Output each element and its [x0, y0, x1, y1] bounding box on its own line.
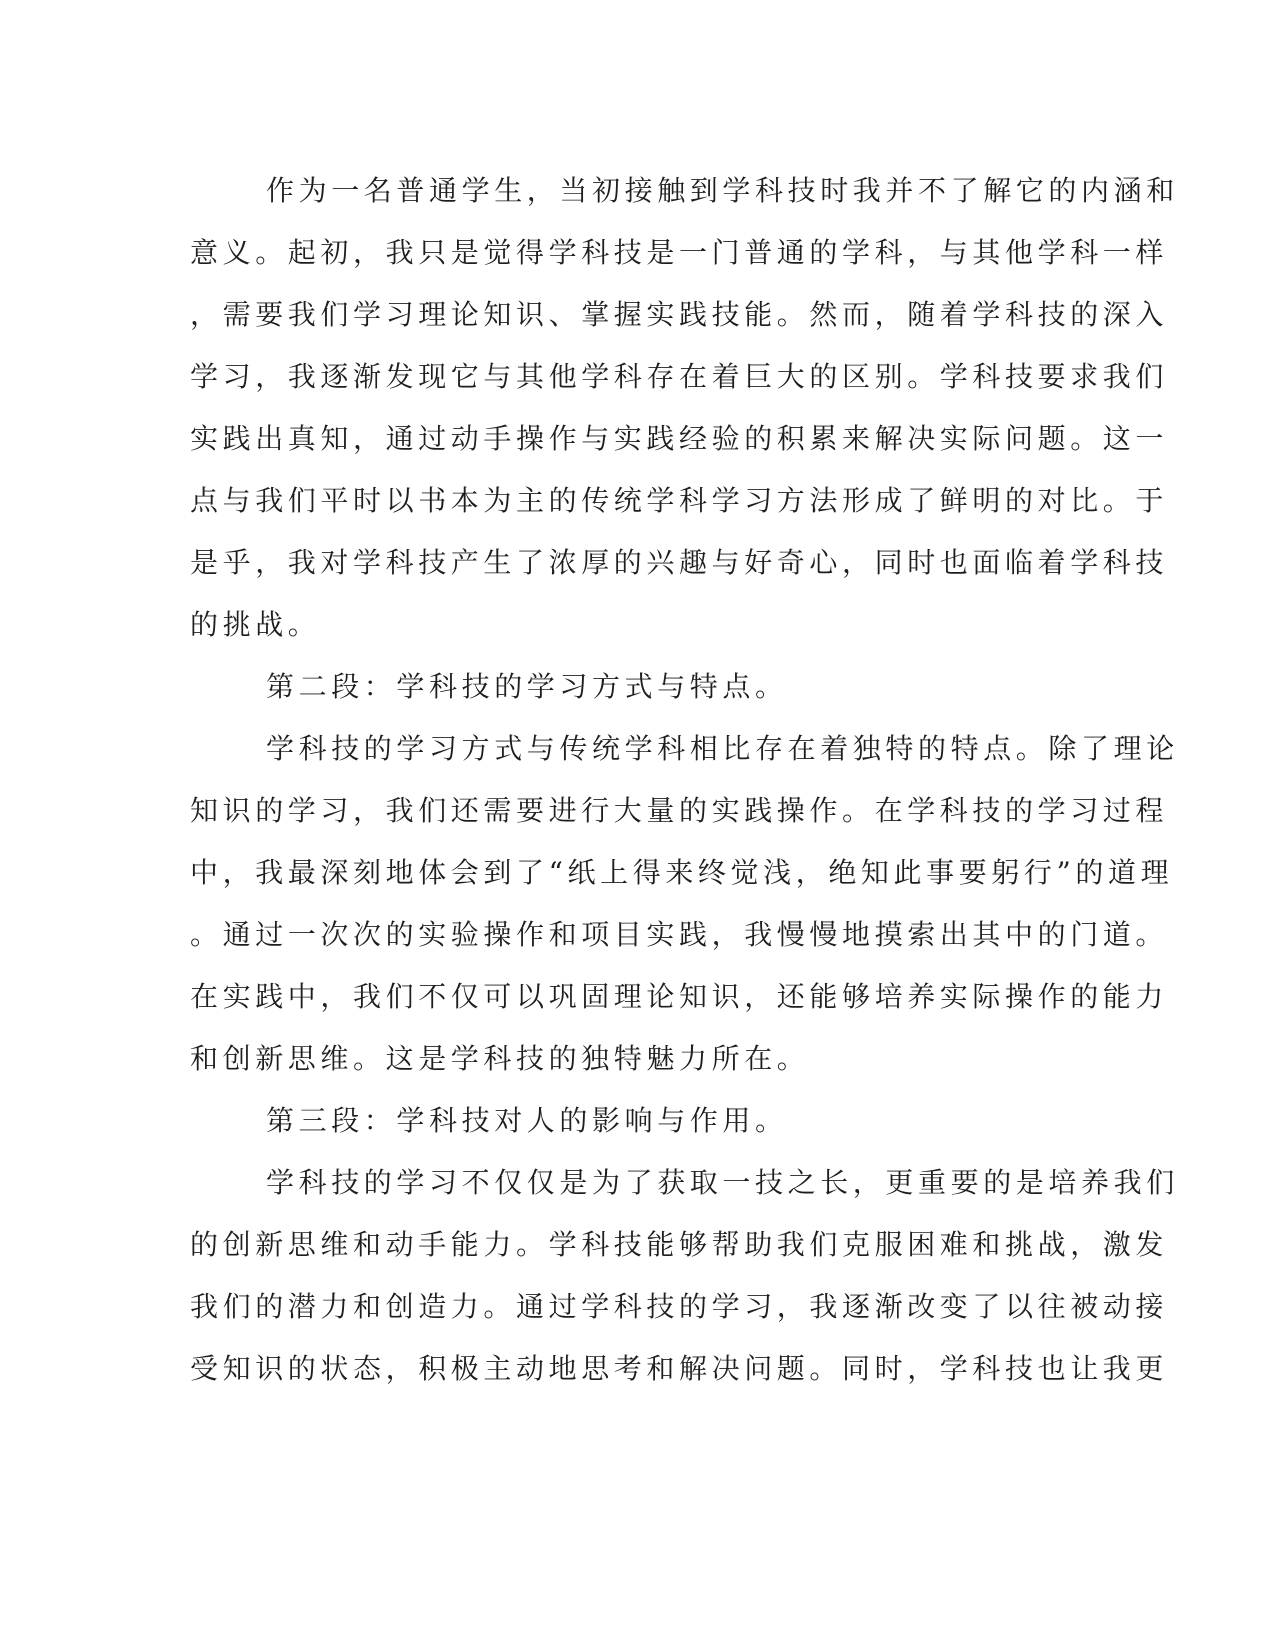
- text-line: 点与我们平时以书本为主的传统学科学习方法形成了鲜明的对比。于: [190, 484, 1169, 517]
- text-line: 受知识的状态，积极主动地思考和解决问题。同时，学科技也让我更: [190, 1352, 1169, 1385]
- text-line: 学科技的学习不仅仅是为了获取一技之长，更重要的是培养我们: [266, 1166, 1179, 1199]
- text-line: 实践出真知，通过动手操作与实践经验的积累来解决实际问题。这一: [190, 422, 1169, 455]
- text-line: 是乎，我对学科技产生了浓厚的兴趣与好奇心，同时也面临着学科技: [190, 546, 1169, 579]
- text-line: 知识的学习，我们还需要进行大量的实践操作。在学科技的学习过程: [190, 794, 1169, 827]
- text-line: 的挑战。: [190, 608, 321, 641]
- text-line: 中，我最深刻地体会到了“纸上得来终觉浅，绝知此事要躬行”的道理: [190, 856, 1174, 889]
- text-line: 我们的潜力和创造力。通过学科技的学习，我逐渐改变了以往被动接: [190, 1290, 1169, 1323]
- text-line: 作为一名普通学生，当初接触到学科技时我并不了解它的内涵和: [266, 174, 1179, 207]
- text-line: 。通过一次次的实验操作和项目实践，我慢慢地摸索出其中的门道。: [190, 918, 1169, 951]
- text-line: 学科技的学习方式与传统学科相比存在着独特的特点。除了理论: [266, 732, 1179, 765]
- text-line: 学习，我逐渐发现它与其他学科存在着巨大的区别。学科技要求我们: [190, 360, 1169, 393]
- text-line: 在实践中，我们不仅可以巩固理论知识，还能够培养实际操作的能力: [190, 980, 1169, 1013]
- text-line: 和创新思维。这是学科技的独特魅力所在。: [190, 1042, 810, 1075]
- section-heading: 第三段：学科技对人的影响与作用。: [266, 1104, 788, 1137]
- section-heading: 第二段：学科技的学习方式与特点。: [266, 670, 788, 703]
- text-line: 的创新思维和动手能力。学科技能够帮助我们克服困难和挑战，激发: [190, 1228, 1169, 1261]
- document-body: [190, 160, 1179, 1400]
- text-line: ，需要我们学习理论知识、掌握实践技能。然而，随着学科技的深入: [190, 298, 1169, 331]
- text-line: 意义。起初，我只是觉得学科技是一门普通的学科，与其他学科一样: [190, 236, 1169, 269]
